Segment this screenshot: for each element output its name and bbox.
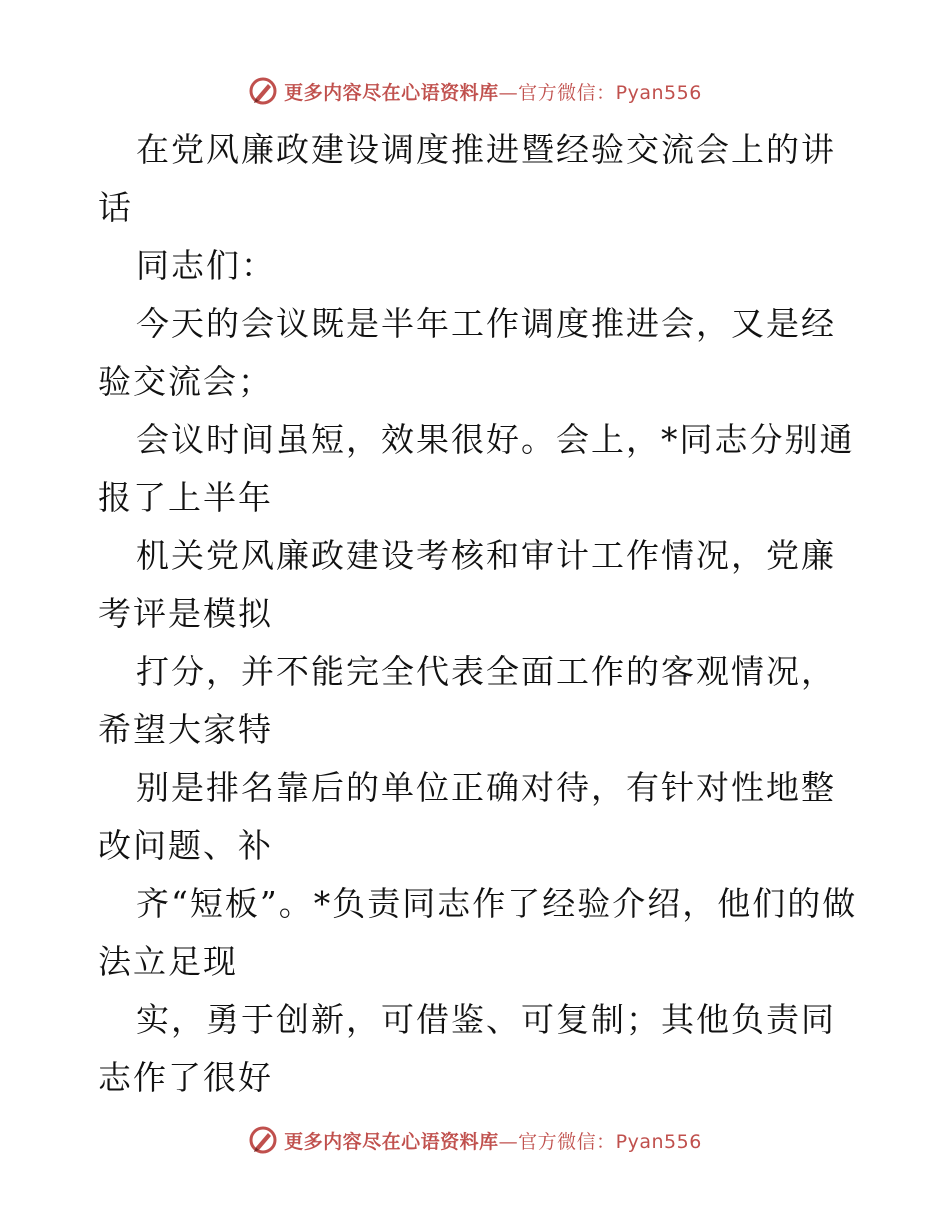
header-banner-text [284,78,702,105]
paragraph-line: 实，勇于创新，可借鉴、可复制；其他负责同志 [98,1000,836,1097]
header-banner-wechat: 官方微信：Pyan556 [518,81,702,104]
header-watermark-banner [0,71,950,111]
paragraph [98,991,858,1107]
footer-banner-dash: — [498,1130,519,1153]
paragraph-continuation: 作了很好 [133,1058,273,1097]
paragraph [98,411,858,527]
footer-watermark-banner [0,1120,950,1160]
paragraph [98,643,858,759]
paragraph-line: 别是排名靠后的单位正确对待，有针对性地整改 [98,768,836,865]
paragraph [98,875,858,991]
paragraph-continuation: 做法立足现 [98,884,858,981]
header-banner-main: 更多内容尽在心语资料库 [284,81,499,104]
paragraph-line: 在党风廉政建设调度推进暨经验交流会上的讲话 [98,130,836,227]
paragraph [98,295,858,411]
paragraph-line: 打分，并不能完全代表全面工作的客观情况，希 [98,652,836,749]
paragraph-line: 机关党风廉政建设考核和审计工作情况，党廉考 [98,536,836,633]
paragraph-line: 会议时间虽短，效果很好。会上，*同志分别通 [136,420,855,459]
pen-logo-icon [248,1125,278,1155]
paragraph-continuation: 望大家特 [133,710,273,749]
paragraph-continuation: 报了上半年 [98,478,273,517]
salutation [98,237,858,295]
document-body [98,121,858,1107]
paragraph-continuation: 交流会； [133,362,273,401]
footer-banner-text [284,1127,702,1154]
paragraph [98,759,858,875]
paragraph-continuation: 评是模拟 [133,594,273,633]
paragraph-continuation: 问题、补 [133,826,273,865]
document-title [98,121,858,237]
footer-banner-main: 更多内容尽在心语资料库 [284,1130,499,1153]
paragraph [98,527,858,643]
pen-logo-icon [248,76,278,106]
footer-banner-wechat: 官方微信：Pyan556 [518,1130,702,1153]
header-banner-dash: — [498,81,519,104]
paragraph-line: 齐“短板”。*负责同志作了经验介绍，他们的 [136,884,823,923]
paragraph-line: 今天的会议既是半年工作调度推进会，又是经验 [98,304,836,401]
paragraph-line: 同志们： [136,246,276,285]
